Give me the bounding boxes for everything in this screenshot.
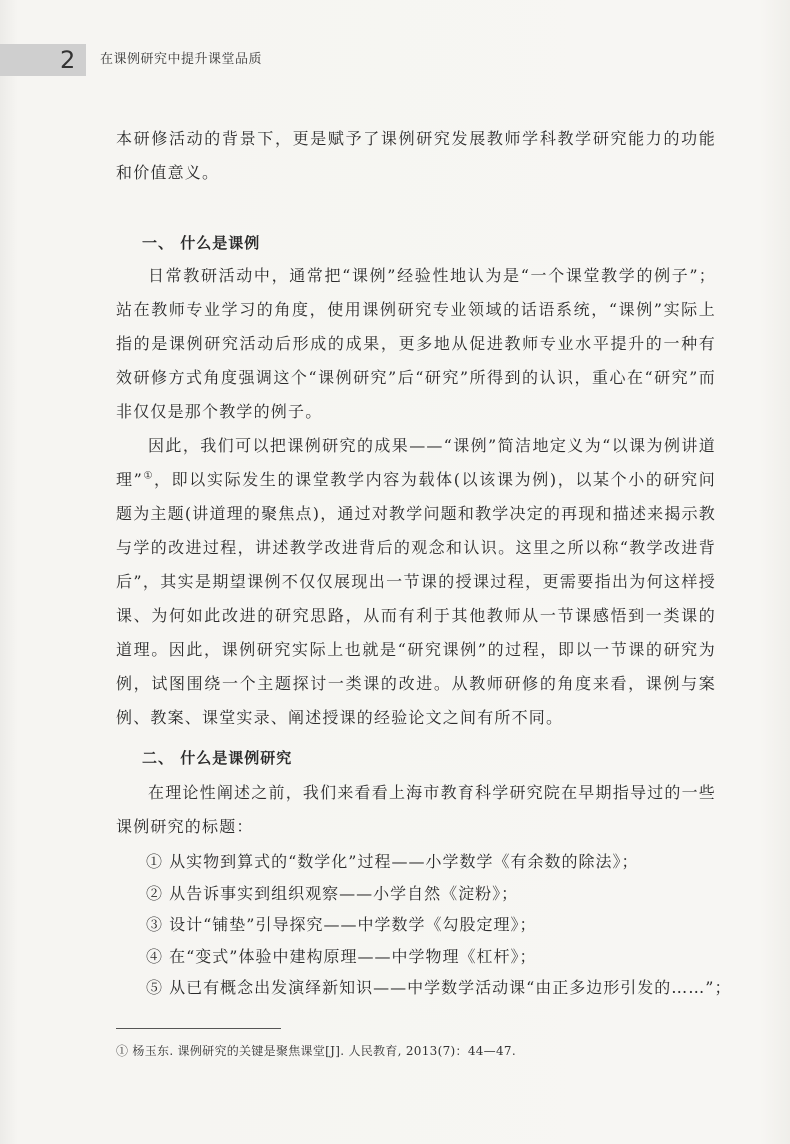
- page-header: [0, 44, 790, 76]
- section-heading-1: 一、 什么是课例: [142, 234, 261, 252]
- list-item: ④ 在“变式”体验中建构原理——中学物理《杠杆》；: [146, 946, 537, 966]
- section-heading-2: 二、 什么是课例研究: [142, 749, 293, 767]
- case-title-list: [146, 846, 756, 1004]
- section1-paragraph-1: 日常教研活动中，通常把“课例”经验性地认为是“一个课堂教学的例子”；站在教师专业学习的角度，使用课例研究专业领域的话语系统，“课例”实际上指的是课例研究活动后形成的成果，更多地从促进教师专业水平提升的一种有效研修方式角度强调这个“课例研究”后“研究”所得到的认识，重心在“研究”而非仅仅是那个教学的例子。: [116, 266, 716, 421]
- footnote-marker[interactable]: ①: [143, 470, 155, 482]
- list-item: ③ 设计“铺垫”引导探究——中学数学《勾股定理》；: [146, 915, 537, 934]
- footnote-divider: [116, 1028, 281, 1029]
- paragraph-2-rest: ，即以实际发生的课堂教学内容为载体(以该课为例)，以某个小的研究问题为主题(讲道理的聚焦点)，通过对教学问题和教学决定的再现和描述来揭示教与学的改进过程，讲述教学改进背后的观念和认识。这里之所以称“教学改进背后”，其实是期望课例不仅仅展现出一节课的授课过程，更需要指出为何这样授课、为何如此改进的研究思路，从而有利于其他教师从一节课感悟到一类课的道理。因此，课例研究实际上也就是“研究课例”的过程，即以一节课的研究为例，试图围绕一个主题探讨一类课的改进。从教师研修的角度来看，课例与案例、教案、课堂实录、阐述授课的经验论文之间有所不同。: [116, 470, 716, 727]
- running-title: 在课例研究中提升课堂品质: [100, 52, 263, 67]
- section1-body: [116, 259, 716, 735]
- footnote: ① 杨玉东. 课例研究的关键是聚焦课堂[J]. 人民教育, 2013(7)：44—47.: [116, 1044, 516, 1058]
- intro-paragraph-block: [116, 122, 716, 190]
- page-number-tab: [0, 44, 86, 76]
- section1-paragraph-2: [116, 429, 716, 735]
- paragraph-2-lead: 因此，我们可以把课例研究的成果——“课例”简洁地定义为“以课为例讲道理”: [116, 436, 716, 489]
- page-number: 2: [60, 46, 76, 74]
- list-item: ① 从实物到算式的“数学化”过程——小学数学《有余数的除法》；: [146, 852, 639, 871]
- section2-body: [116, 776, 716, 844]
- list-item: ② 从告诉事实到组织观察——小学自然《淀粉》；: [146, 883, 519, 903]
- section2-paragraph-1: 在理论性阐述之前，我们来看看上海市教育科学研究院在早期指导过的一些课例研究的标题：: [116, 783, 716, 836]
- list-item: ⑤ 从已有概念出发演绎新知识——中学数学活动课“由正多边形引发的……”；: [146, 978, 732, 997]
- intro-paragraph: 本研修活动的背景下，更是赋予了课例研究发展教师学科教学研究能力的功能和价值意义。: [116, 129, 716, 182]
